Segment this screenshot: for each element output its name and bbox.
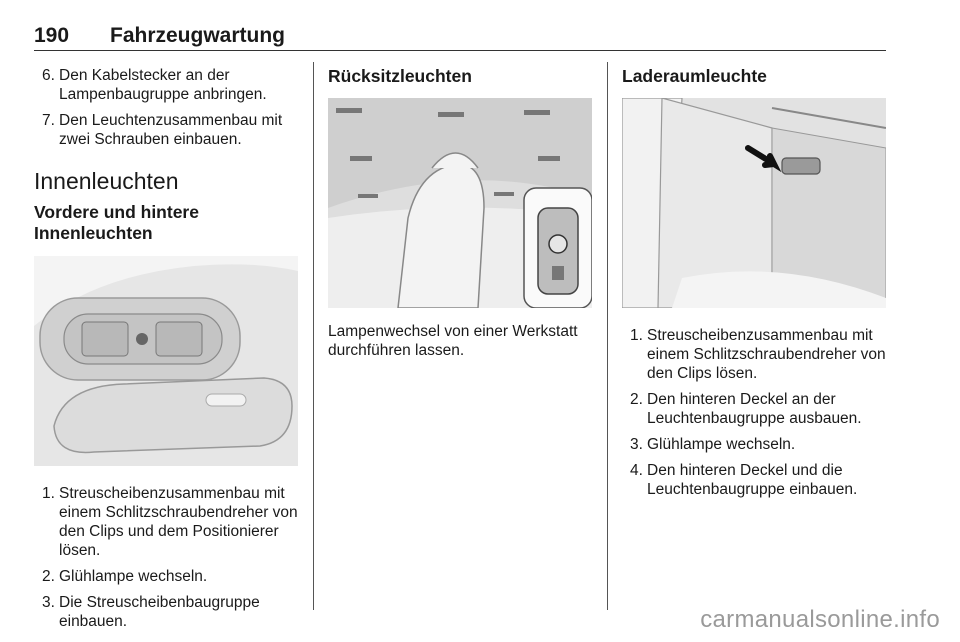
column-left <box>34 64 298 638</box>
rear-seat-light-illustration <box>328 98 592 308</box>
list-item: 3. Glühlampe wechseln. <box>630 436 796 453</box>
watermark: carmanualsonline.info <box>700 606 940 633</box>
subsection-heading: Vordere und hintere Innenleuchten <box>34 202 199 243</box>
section-heading: Innenleuchten <box>34 168 179 194</box>
page-title: Fahrzeugwartung <box>110 24 286 47</box>
install-steps-list <box>34 66 298 149</box>
list-item: 1. Streuscheibenzusammenbau mit einem Schlitzschraubendreher von den Clips lösen. <box>630 327 886 382</box>
list-item: 2. Den hinteren Deckel an der Leuchtenbaugruppe ausbauen. <box>630 391 862 427</box>
cargo-light-figure <box>622 98 886 308</box>
list-item: 4. Den hinteren Deckel und die Leuchtenbaugruppe einbauen. <box>630 462 858 498</box>
column-divider-1 <box>313 62 314 610</box>
cargo-light-heading: Laderaumleuchte <box>622 66 767 86</box>
rear-seat-light-figure <box>328 98 592 308</box>
column-divider-2 <box>607 62 608 610</box>
page-header <box>34 22 886 51</box>
rear-seat-lights-heading: Rücksitzleuchten <box>328 66 472 86</box>
cargo-light-illustration <box>622 98 886 308</box>
interior-light-figure <box>34 256 298 466</box>
rear-seat-lights-text: Lampenwechsel von einer Werkstatt durchführen lassen. <box>328 323 578 359</box>
list-item: 7. Den Leuchtenzusammenbau mit zwei Schrauben einbauen. <box>42 112 283 148</box>
interior-light-illustration <box>34 256 298 466</box>
page-number: 190 <box>34 24 70 47</box>
column-right <box>622 64 886 506</box>
cargo-light-steps-list <box>622 326 886 499</box>
list-item: 3. Die Streuscheibenbaugruppe einbauen. <box>42 594 260 630</box>
list-item: 1. Streuscheibenzusammenbau mit einem Schlitzschraubendreher von den Clips und dem Positionierer lösen. <box>42 485 298 559</box>
list-item: 6. Den Kabelstecker an der Lampenbaugruppe anbringen. <box>42 67 267 103</box>
column-middle <box>328 64 592 360</box>
interior-light-steps-list <box>34 484 298 631</box>
list-item: 2. Glühlampe wechseln. <box>42 568 208 585</box>
